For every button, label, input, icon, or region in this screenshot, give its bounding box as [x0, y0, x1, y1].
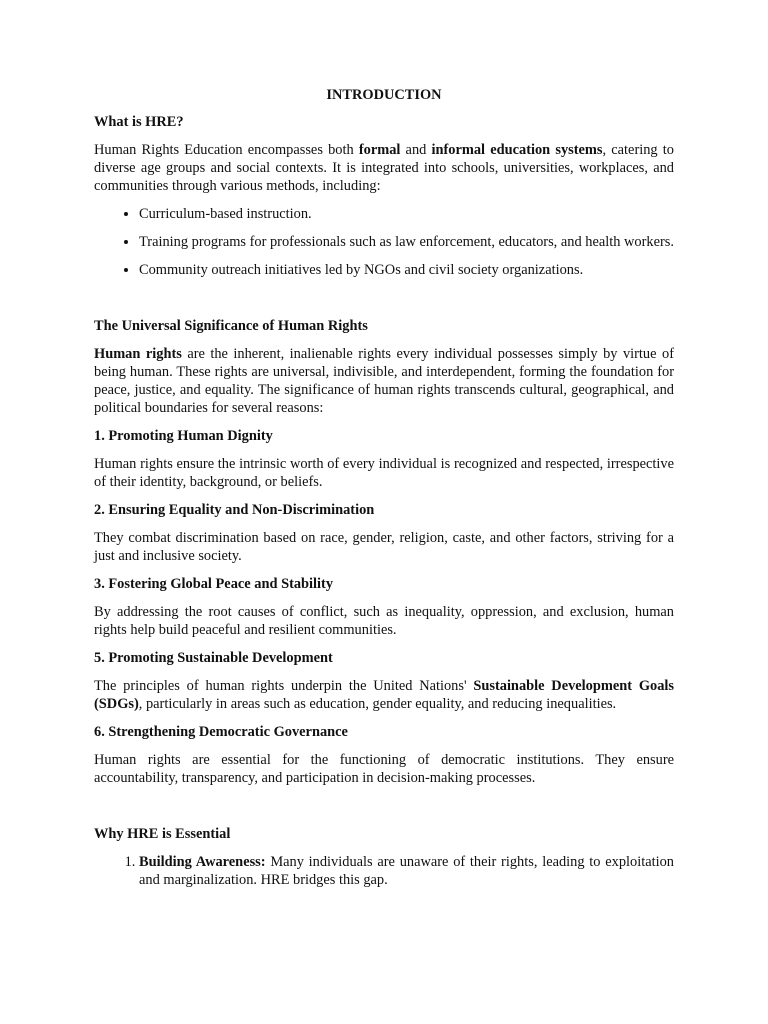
point-heading-equality: 2. Ensuring Equality and Non-Discrimination [94, 502, 375, 518]
point-heading-governance: 6. Strengthening Democratic Governance [94, 724, 348, 740]
list-item: • Training programs for professionals such as law enforcement, educators, and health workers. [139, 233, 674, 251]
section-heading-why-essential: Why HRE is Essential [94, 826, 231, 842]
point-text-dignity: Human rights ensure the intrinsic worth of every individual is recognized and respected, irrespective of their identity, background, or beliefs. [94, 456, 674, 490]
list-item: • Curriculum-based instruction. [139, 205, 674, 223]
point-heading-sustainable: 5. Promoting Sustainable Development [94, 650, 333, 666]
methods-bullet-list [94, 205, 674, 279]
point-text-equality: They combat discrimination based on race, gender, religion, caste, and other factors, striving for a just and inclusive society. [94, 530, 674, 564]
point-text-governance: Human rights are essential for the functioning of democratic institutions. They ensure accountability, transparency, and participation in decision-making processes. [94, 752, 674, 786]
list-item: • Community outreach initiatives led by NGOs and civil society organizations. [139, 261, 674, 279]
significance-paragraph: Human rights are the inherent, inalienable rights every individual possesses simply by virtue of being human. These rights are universal, indivisible, and interdependent, forming the foundation for peace, justice, and equality. The significance of human rights transcends cultural, geographical, and political boundaries for several reasons: [94, 346, 674, 416]
point-heading-dignity: 1. Promoting Human Dignity [94, 428, 273, 444]
essential-numbered-list [94, 853, 674, 889]
point-text-sustainable: The principles of human rights underpin the United Nations' Sustainable Development Goals (SDGs), particularly in areas such as education, gender equality, and reducing inequalities. [94, 678, 674, 712]
point-heading-peace: 3. Fostering Global Peace and Stability [94, 576, 334, 592]
section-heading-what-is-hre: What is HRE? [94, 114, 184, 130]
document-page [94, 86, 674, 899]
section-heading-significance: The Universal Significance of Human Rights [94, 318, 368, 334]
list-item: 1. Building Awareness: Many individuals are unaware of their rights, leading to exploitation and marginalization. HRE bridges this gap. [139, 853, 674, 889]
document-title: INTRODUCTION [326, 87, 442, 103]
intro-paragraph: Human Rights Education encompasses both formal and informal education systems, catering to diverse age groups and social contexts. It is integrated into schools, universities, workplaces, and communities through various methods, including: [94, 142, 674, 194]
point-text-peace: By addressing the root causes of conflict, such as inequality, oppression, and exclusion, human rights help build peaceful and resilient communities. [94, 604, 674, 638]
